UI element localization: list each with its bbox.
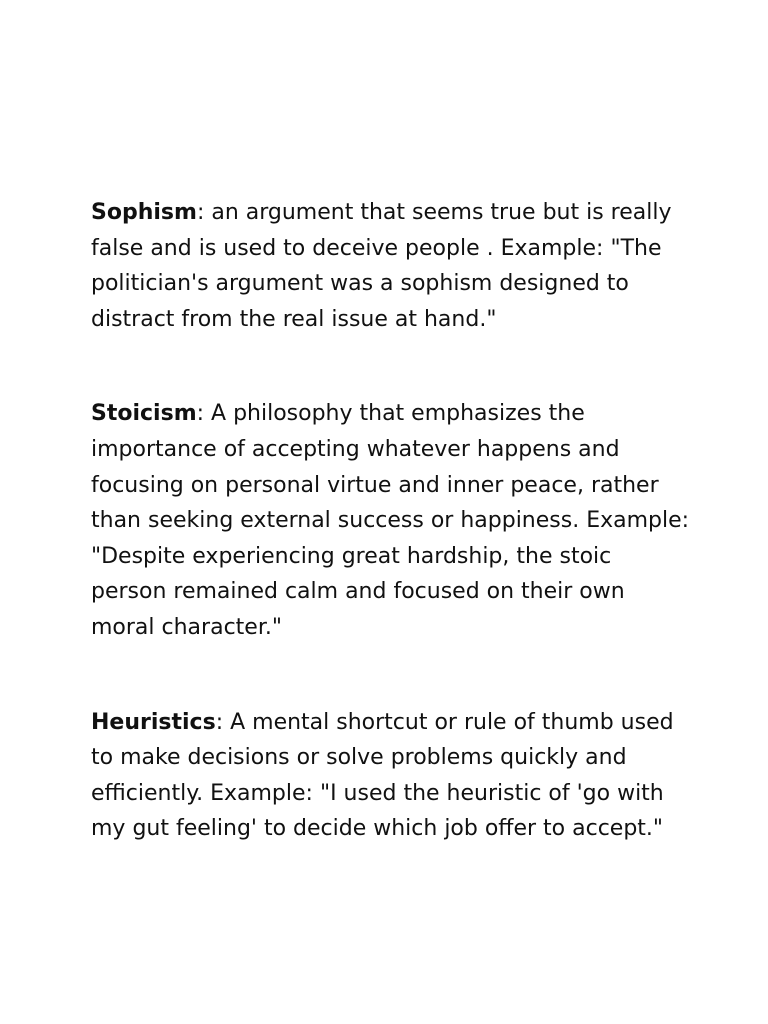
definition-sophism: : an argument that seems true but is really false and is used to deceive people . Example: "The politician's argument was a sophism designed to distract from the real issue at hand." [91,200,672,332]
entry-heuristics [91,705,691,847]
term-stoicism: Stoicism [91,401,197,427]
term-sophism: Sophism [91,200,197,225]
document-page [91,195,691,906]
entry-sophism [91,195,691,337]
definition-heuristics: : A mental shortcut or rule of thumb used to make decisions or solve problems quickly and efficiently. Example: "I used the heuristic of 'go with my gut feeling' to decide which job offer to accept." [91,709,674,842]
term-heuristics: Heuristics [91,709,216,735]
entry-stoicism [91,396,691,645]
definition-stoicism: : A philosophy that emphasizes the importance of accepting whatever happens and focusing on personal virtue and inner peace, rather than seeking external success or happiness. Example: "Despite experiencing great hardship, the stoic person remained calm and focused on their own moral character." [91,401,690,640]
